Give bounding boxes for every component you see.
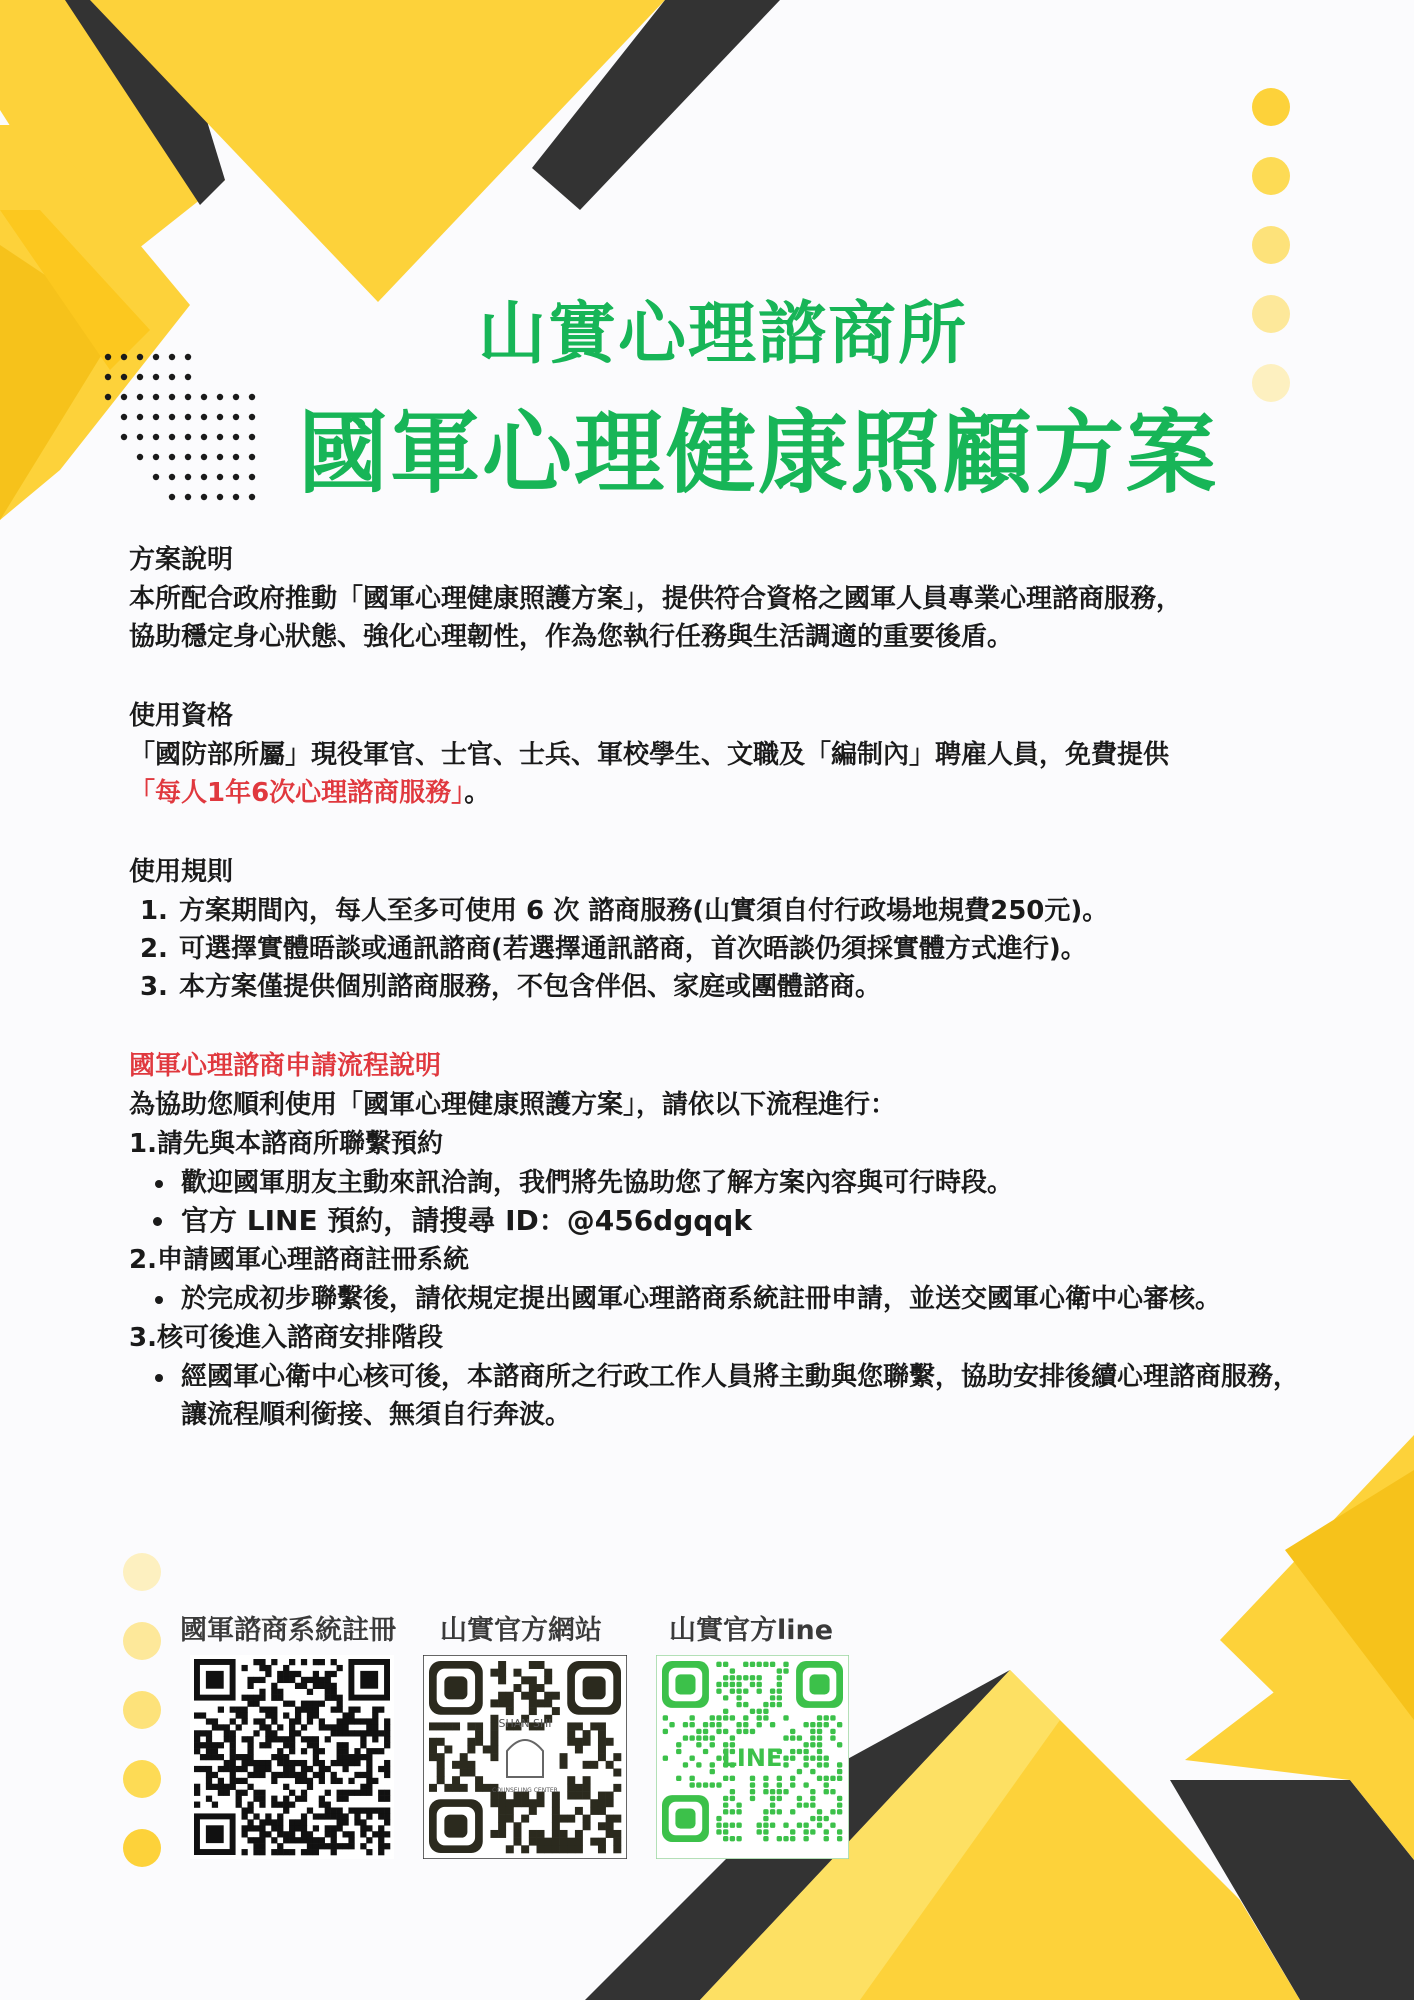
rules-title: 使用規則 [129,857,234,887]
step-2-list [129,1280,1299,1318]
process-title: 國軍心理諮商申請流程說明 [129,1051,442,1081]
qr-label-registration: 國軍諮商系統註冊 [180,1615,396,1646]
step-3-bullet: • 經國軍心衛中心核可後，本諮商所之行政工作人員將主動與您聯繫，協助安排後續心理諮商服務，讓流程順利銜接、無須自行奔波。 [177,1358,1299,1434]
eligibility-line-1: 「國防部所屬」現役軍官、士官、士兵、軍校學生、文職及「編制內」聘雇人員，免費提供 [129,740,1170,770]
description-title: 方案說明 [129,545,234,575]
step-2-title: 2.申請國軍心理諮商註冊系統 [129,1245,469,1275]
rules-list [129,892,1299,1006]
step-3-title: 3.核可後進入諮商安排階段 [129,1323,443,1353]
description-line-1: 本所配合政府推動「國軍心理健康照護方案」，提供符合資格之國軍人員專業心理諮商服務， [129,584,1183,614]
qr-code-registration[interactable] [190,1655,394,1859]
website-logo-text: SHAN SHI [498,1717,552,1730]
main-content [129,540,1299,1434]
step-2-bullet: • 於完成初步聯繫後，請依規定提出國軍心理諮商系統註冊申請，並送交國軍心衛中心審核。 [177,1280,1299,1318]
rule-item: 1. 方案期間內，每人至多可使用 6 次 諮商服務(山實須自付行政場地規費250元)。 [177,892,1299,930]
line-logo-text: LINE [721,1744,783,1772]
eligibility-highlight: 「每人1年6次心理諮商服務」 [129,778,465,808]
qr-label-line: 山實官方line [669,1615,834,1646]
eligibility-end: 。 [464,778,491,808]
step-3-list [129,1358,1299,1434]
qr-code-website[interactable] [423,1655,627,1859]
rule-item: 2. 可選擇實體晤談或通訊諮商(若選擇通訊諮商，首次晤談仍須採實體方式進行)。 [177,930,1299,968]
process-intro: 為協助您順利使用「國軍心理健康照護方案」，請依以下流程進行： [129,1090,897,1120]
qr-code-line[interactable] [656,1655,849,1859]
program-title: 國軍心理健康照顧方案 [298,401,1218,506]
step-1-title: 1.請先與本諮商所聯繫預約 [129,1129,443,1159]
line-id-bullet: • 官方 LINE 預約，請搜尋 ID：@456dgqqk [177,1202,1299,1240]
qr-label-website: 山實官方網站 [440,1615,602,1646]
rule-item: 3. 本方案僅提供個別諮商服務，不包含伴侶、家庭或團體諮商。 [177,968,1299,1006]
svg-text:COUNSELING CENTER: COUNSELING CENTER [492,1787,558,1794]
org-name: 山實心理諮商所 [478,295,969,374]
eligibility-line-2 [129,774,1299,812]
step-1-list [129,1164,1299,1240]
step-1-bullet: • 歡迎國軍朋友主動來訊洽詢，我們將先協助您了解方案內容與可行時段。 [177,1164,1299,1202]
description-line-2: 協助穩定身心狀態、強化心理韌性，作為您執行任務與生活調適的重要後盾。 [129,622,1014,652]
eligibility-title: 使用資格 [129,701,234,731]
